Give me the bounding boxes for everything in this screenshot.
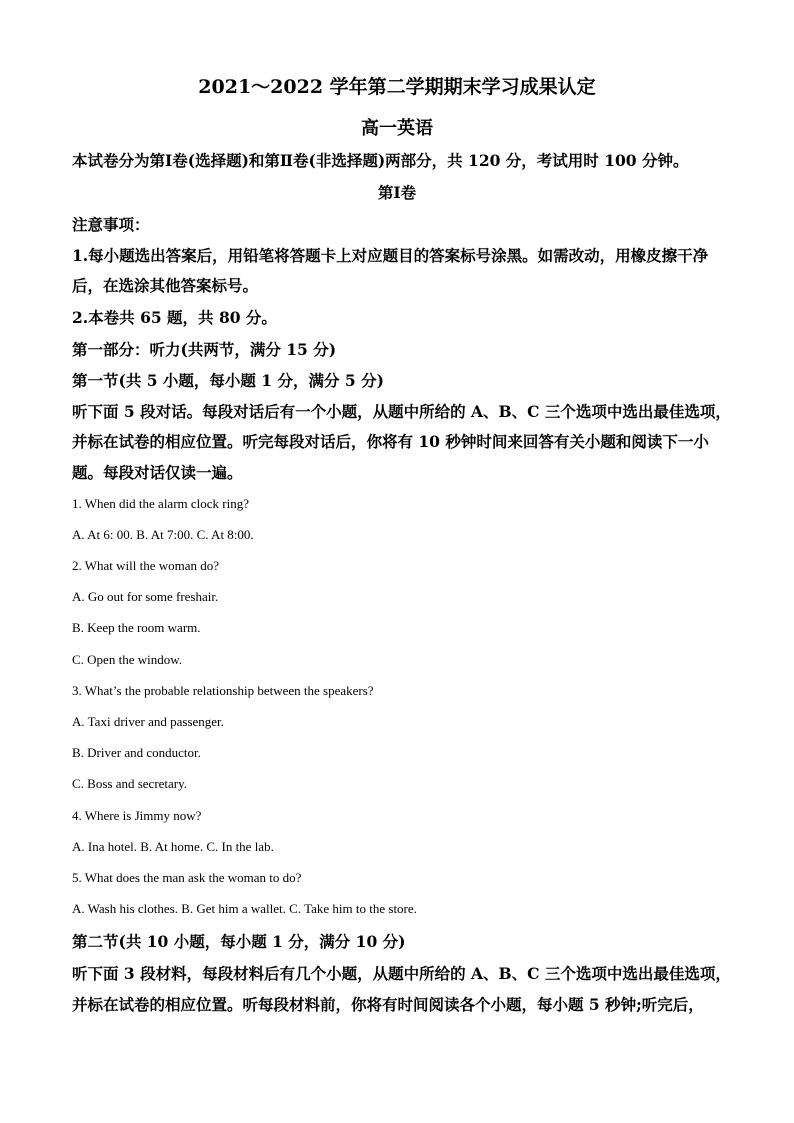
section1-heading: 第一节(共 5 小题，每小题 1 分，满分 5 分)	[72, 371, 384, 390]
exam-intro: 本试卷分为第Ⅰ卷(选择题)和第Ⅱ卷(非选择题)两部分，共 120 分，考试用时 100 分钟。	[72, 151, 689, 170]
section2-instruction-line-2: 并标在试卷的相应位置。听每段材料前，你将有时间阅读各个小题，每小题 5 秒钟;听完后，	[72, 995, 704, 1014]
question-line: A. Ina hotel. B. At home. C. In the lab.	[72, 839, 274, 854]
notes-item-2: 2.本卷共 65 题，共 80 分。	[72, 308, 277, 327]
notes-item-1-line-2: 后，在选涂其他答案标号。	[72, 276, 259, 295]
volume-heading: 第Ⅰ卷	[377, 183, 417, 202]
question-line: A. Go out for some freshair.	[72, 589, 219, 604]
exam-title: 2021～2022 学年第二学期期末学习成果认定	[198, 76, 596, 98]
question-line: 1. When did the alarm clock ring?	[72, 496, 250, 511]
notes-item-1-line-1: 1.每小题选出答案后，用铅笔将答题卡上对应题目的答案标号涂黑。如需改动，用橡皮擦干净	[72, 246, 709, 265]
question-line: A. Wash his clothes. B. Get him a wallet. C. Take him to the store.	[72, 901, 417, 916]
part1-heading: 第一部分：听力(共两节，满分 15 分)	[72, 340, 337, 359]
section1-instruction-line-1: 听下面 5 段对话。每段对话后有一个小题，从题中所给的 A、B、C 三个选项中选出最佳选项，	[72, 402, 731, 421]
exam-subtitle: 高一英语	[361, 118, 433, 139]
question-line: 4. Where is Jimmy now?	[72, 808, 202, 823]
section2-instruction-line-1: 听下面 3 段材料，每段材料后有几个小题，从题中所给的 A、B、C 三个选项中选出最佳选项，	[72, 964, 731, 983]
notes-heading: 注意事项：	[72, 215, 150, 234]
section1-instruction-line-2: 并标在试卷的相应位置。听完每段对话后，你将有 10 秒钟时间来回答有关小题和阅读下一小	[72, 432, 709, 451]
question-line: A. Taxi driver and passenger.	[72, 714, 224, 729]
section2-heading: 第二节(共 10 小题，每小题 1 分，满分 10 分)	[72, 932, 406, 951]
question-line: 3. What’s the probable relationship between the speakers?	[72, 683, 374, 698]
question-line: 2. What will the woman do?	[72, 558, 220, 573]
question-line: 5. What does the man ask the woman to do?	[72, 870, 302, 885]
question-line: A. At 6: 00. B. At 7:00. C. At 8:00.	[72, 527, 254, 542]
question-line: C. Boss and secretary.	[72, 776, 188, 791]
question-line: B. Driver and conductor.	[72, 745, 201, 760]
question-line: C. Open the window.	[72, 652, 183, 667]
section1-instruction-line-3: 题。每段对话仅读一遍。	[72, 463, 243, 482]
question-line: B. Keep the room warm.	[72, 620, 201, 635]
